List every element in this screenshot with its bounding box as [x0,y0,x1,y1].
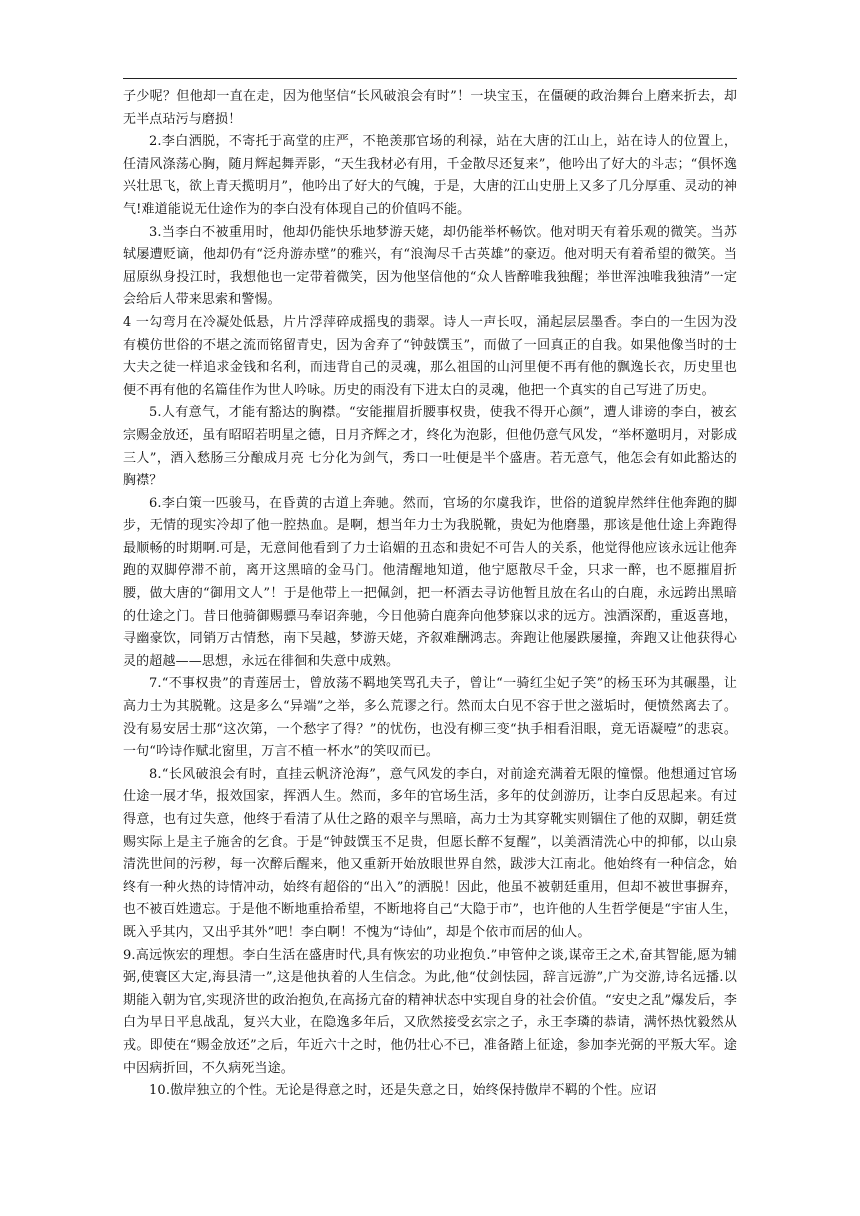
header-rule [123,78,737,79]
paragraph-6: 6.李白策一匹骏马，在昏黄的古道上奔驰。然而，官场的尔虞我诈，世俗的道貌岸然绊住他奔跑的脚步，无情的现实冷却了他一腔热血。是啊，想当年力士为我脱靴，贵妃为他磨墨，那该是他仕途上奔跑得最顺畅的时期啊.可是，无意间他看到了力士谄媚的丑态和贵妃不可告人的关系，他觉得他应该永远让他奔跑的双脚停滞不前，离开这黑暗的金马门。他清醒地知道，他宁愿散尽千金，只求一醉，也不愿摧眉折腰，做大唐的“御用文人”！于是他带上一把佩剑，把一杯酒去寻访他暂且放在名山的白鹿，永远跨出黑暗的仕途之门。昔日他骑御赐骠马奉诏奔驰，今日他骑白鹿奔向他梦寐以求的远方。浊酒深酌，重返喜地，寻幽豪饮，同销万古情愁，南下吴越，梦游天姥，齐叙难酬鸿志。奔跑让他屡跌屡撞，奔跑又让他获得心灵的超越——思想，永远在徘徊和失意中成熟。 [123,495,737,669]
paragraph-4: 4 一勾弯月在冷凝处低悬，片片浮萍碎成摇曳的翡翠。诗人一声长叹，涌起层层墨香。李白的一生因为没有模仿世俗的不堪之流而铭留青史，因为舍弃了“钟鼓馔玉”，而做了一回真正的自我。如果他像当时的士大夫之徒一样追求金钱和名利，而违背自己的灵魂，那么祖国的山河里便不再有他的飘逸长衣，历史里也便不再有他的名篇佳作为世人吟咏。历史的雨没有下进太白的灵魂，他把一个真实的自己写进了历史。 [123,314,737,398]
paragraph-10: 10.傲岸独立的个性。无论是得意之时，还是失意之日，始终保持傲岸不羁的个性。应诏 [149,1083,657,1099]
paragraph-2: 2.李白洒脱，不寄托于高堂的庄严，不艳羡那官场的利禄，站在大唐的江山上，站在诗人的位置上，任清风涤荡心胸，随月辉起舞弄影，“天生我材必有用，千金散尽还复来”，他吟出了好大的斗志；“俱怀逸兴壮思飞，欲上青天揽明月”，他吟出了好大的气魄，于是，大唐的江山史册上又多了几分厚重、灵动的神气!难道能说无仕途作为的李白没有体现自己的价值吗不能。 [123,134,737,217]
essay-body [123,86,737,1103]
paragraph-8: 8.“长风破浪会有时，直挂云帆济沧海”，意气风发的李白，对前途充满着无限的憧憬。他想通过官场仕途一展才华，报效国家，挥洒人生。然而，多年的官场生活，多年的仗剑游历，让李白反思起来。有过得意，也有过失意，他终于看清了从仕之路的艰辛与黑暗，高力士为其穿靴实则锢住了他的双脚，朝廷赏赐实际上是主子施舍的乞食。于是“钟鼓馔玉不足贵，但愿长醉不复醒”，以美酒清洗心中的抑郁，以山泉清洗世间的污秽，每一次醉后醒来，他又重新开始放眼世界自然，跋涉大江南北。他始终有一种信念，始终有一种火热的诗情冲动，始终有超俗的“出入”的洒脱！因此，他虽不被朝廷重用，但却不被世事摒弃，也不被百姓遗忘。于是他不断地重拾希望，不断地将自己“大隐于市”，也许他的人生哲学便是“宇宙人生，既入乎其内，又出乎其外”吧！李白啊！不愧为“诗仙”，却是个依市而居的仙人。 [123,766,737,940]
paragraph-7: 7.“不事权贵”的青莲居士，曾放荡不羁地笑骂孔夫子，曾让“一骑红尘妃子笑”的杨玉环为其碾墨，让高力士为其脱靴。这是多么“异端”之举，多么荒谬之行。然而太白见不容于世之滋垢时，便愤然离去了。没有易安居士那“这次第，一个愁字了得？”的忧伤，也没有柳三变“执手相看泪眼，竟无语凝噎”的悲哀。一句“吟诗作赋北窗里，万言不植一杯水”的笑叹而已。 [123,676,737,760]
paragraph-3: 3.当李白不被重用时，他却仍能快乐地梦游天姥，却仍能举杯畅饮。他对明天有着乐观的微笑。当苏轼屡遭贬谪，他却仍有“泛舟游赤壁”的雅兴，有“浪淘尽千古英雄”的豪迈。他对明天有着希望的微笑。当屈原纵身投江时，我想他也一定带着微笑，因为他坚信他的“众人皆醉唯我独醒；举世浑浊唯我独清”一定会给后人带来思索和警惕。 [123,224,737,308]
paragraph-9: 9.高远恢宏的理想。李白生活在盛唐时代,具有恢宏的功业抱负.”申管仲之谈,谋帝王之术,奋其智能,愿为辅弼,使寰区大定,海县清一”,这是他执着的人生信念。为此,他“仗剑怯园，辞言远游”,广为交游,诗名远播.以期能入朝为官,实现济世的政治抱负,在高扬亢奋的精神状态中实现自身的社会价值。“安史之乱”爆发后，李白为早日平息战乱，复兴大业，在隐逸多年后，又欣然接受玄宗之子，永王李璘的恭请，满怀热忱毅然从戎。即使在“赐金放还”之后，年近六十之时，他仍壮心不已，准备踏上征途，参加李光弼的平叛大军。途中因病折回，不久病死当途。 [123,947,737,1076]
paragraph-5: 5.人有意气，才能有豁达的胸襟。“安能摧眉折腰事权贵，使我不得开心颜”，遭人诽谤的李白，被玄宗赐金放还，虽有昭昭若明星之德，日月齐辉之才，终化为泡影，但他仍意气风发，“举杯邀明月，对影成三人”，酒入愁肠三分酿成月亮 七分化为剑气，秀口一吐便是半个盛唐。若无意气，他怎会有如此豁达的胸襟？ [123,405,737,489]
paragraph-continuation: 子少呢？但他却一直在走，因为他坚信“长风破浪会有时”！一块宝玉，在僵硬的政治舞台上磨来折去，却无半点玷污与磨损！ [123,89,737,127]
